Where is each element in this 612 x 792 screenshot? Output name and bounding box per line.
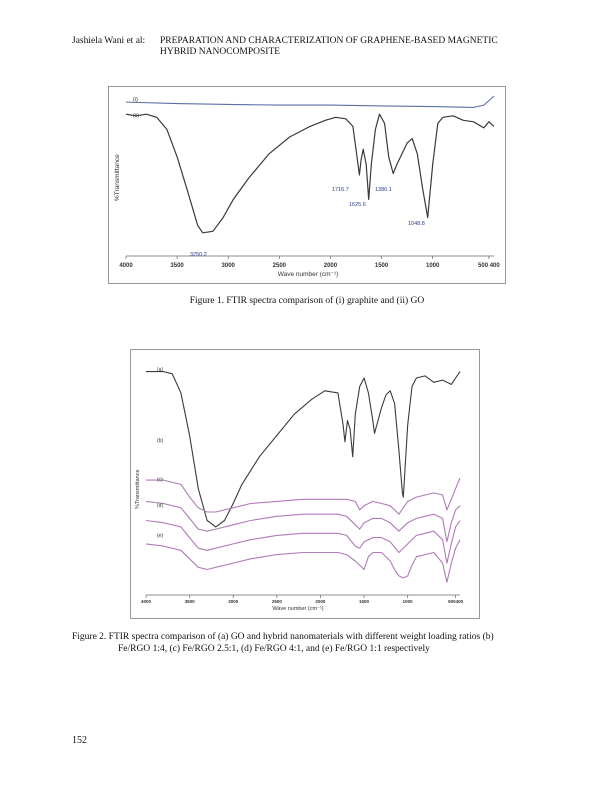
fig2-x-tick-label: 3000 bbox=[228, 599, 239, 604]
fig1-peak-1625: 1625.6 bbox=[349, 202, 366, 208]
fig1-x-tick-label: 2000 bbox=[323, 263, 338, 269]
fig1-peak-3250: 3250.2 bbox=[190, 252, 207, 258]
fig2-x-tick-label: 1000 bbox=[402, 599, 413, 604]
figure-2-caption-line2: Fe/RGO 1:4, (c) Fe/RGO 2.5:1, (d) Fe/RGO 4:1, and (e) Fe/RGO 1:1 respectively bbox=[118, 644, 430, 654]
fig2-series-label-c: (c) bbox=[157, 477, 163, 483]
fig1-series-label-ii: (ii) bbox=[133, 113, 140, 119]
fig1-x-tick-label: 500 400 bbox=[478, 263, 500, 269]
fig2-x-tick-label: 2500 bbox=[271, 599, 282, 604]
header-author: Jashiela Wani et al: bbox=[72, 36, 146, 46]
fig1-x-tick-label: 1000 bbox=[425, 263, 440, 269]
fig2-x-axis-label: Wave number (cm⁻¹) bbox=[272, 606, 324, 612]
header-title-line2: HYBRID NANOCOMPOSITE bbox=[160, 47, 281, 57]
figure-2-caption bbox=[72, 631, 542, 655]
fig1-x-tick-label: 3000 bbox=[221, 263, 235, 269]
fig1-x-tick-label: 4000 bbox=[119, 263, 133, 269]
fig2-x-tick-label: 2000 bbox=[315, 599, 326, 604]
fig1-x-tick-label: 1500 bbox=[374, 263, 389, 269]
page-number: 152 bbox=[72, 735, 87, 746]
fig1-x-tick-label: 3500 bbox=[170, 263, 184, 269]
fig2-series-label-a: (a) bbox=[157, 367, 164, 373]
fig2-x-tick-label: 3500 bbox=[184, 599, 195, 604]
fig2-x-tick-label: 1500 bbox=[359, 599, 370, 604]
header-title-line1: PREPARATION AND CHARACTERIZATION OF GRAPHENE-BASED MAGNETIC bbox=[160, 36, 498, 46]
fig2-x-tick-label: 500400 bbox=[448, 599, 464, 604]
fig1-peak-1386: 1386.1 bbox=[375, 187, 392, 193]
fig1-peak-1716: 1716.7 bbox=[332, 187, 349, 193]
fig1-series-label-i: (i) bbox=[133, 97, 138, 103]
fig2-series-label-d: (d) bbox=[157, 503, 164, 509]
fig1-y-axis-label: %Transmittance bbox=[114, 154, 121, 201]
fig1-x-axis-label: Wave number (cm⁻¹) bbox=[277, 271, 339, 278]
fig1-peak-1048: 1048.8 bbox=[408, 221, 425, 227]
figure-1-chart bbox=[108, 86, 506, 284]
fig2-y-axis-label: %Transmittance bbox=[135, 469, 141, 509]
figure-2-caption-line1: Figure 2. FTIR spectra comparison of (a) GO and hybrid nanomaterials with different weight loading ratios (b) bbox=[72, 632, 494, 642]
fig2-x-tick-label: 4000 bbox=[140, 599, 152, 604]
figure-2-chart bbox=[130, 349, 480, 619]
fig2-series-label-b: (b) bbox=[157, 438, 164, 444]
figure-1-caption: Figure 1. FTIR spectra comparison of (i) graphite and (ii) GO bbox=[189, 296, 425, 306]
fig1-x-tick-label: 2500 bbox=[272, 263, 287, 269]
fig2-series-label-e: (e) bbox=[157, 533, 164, 539]
